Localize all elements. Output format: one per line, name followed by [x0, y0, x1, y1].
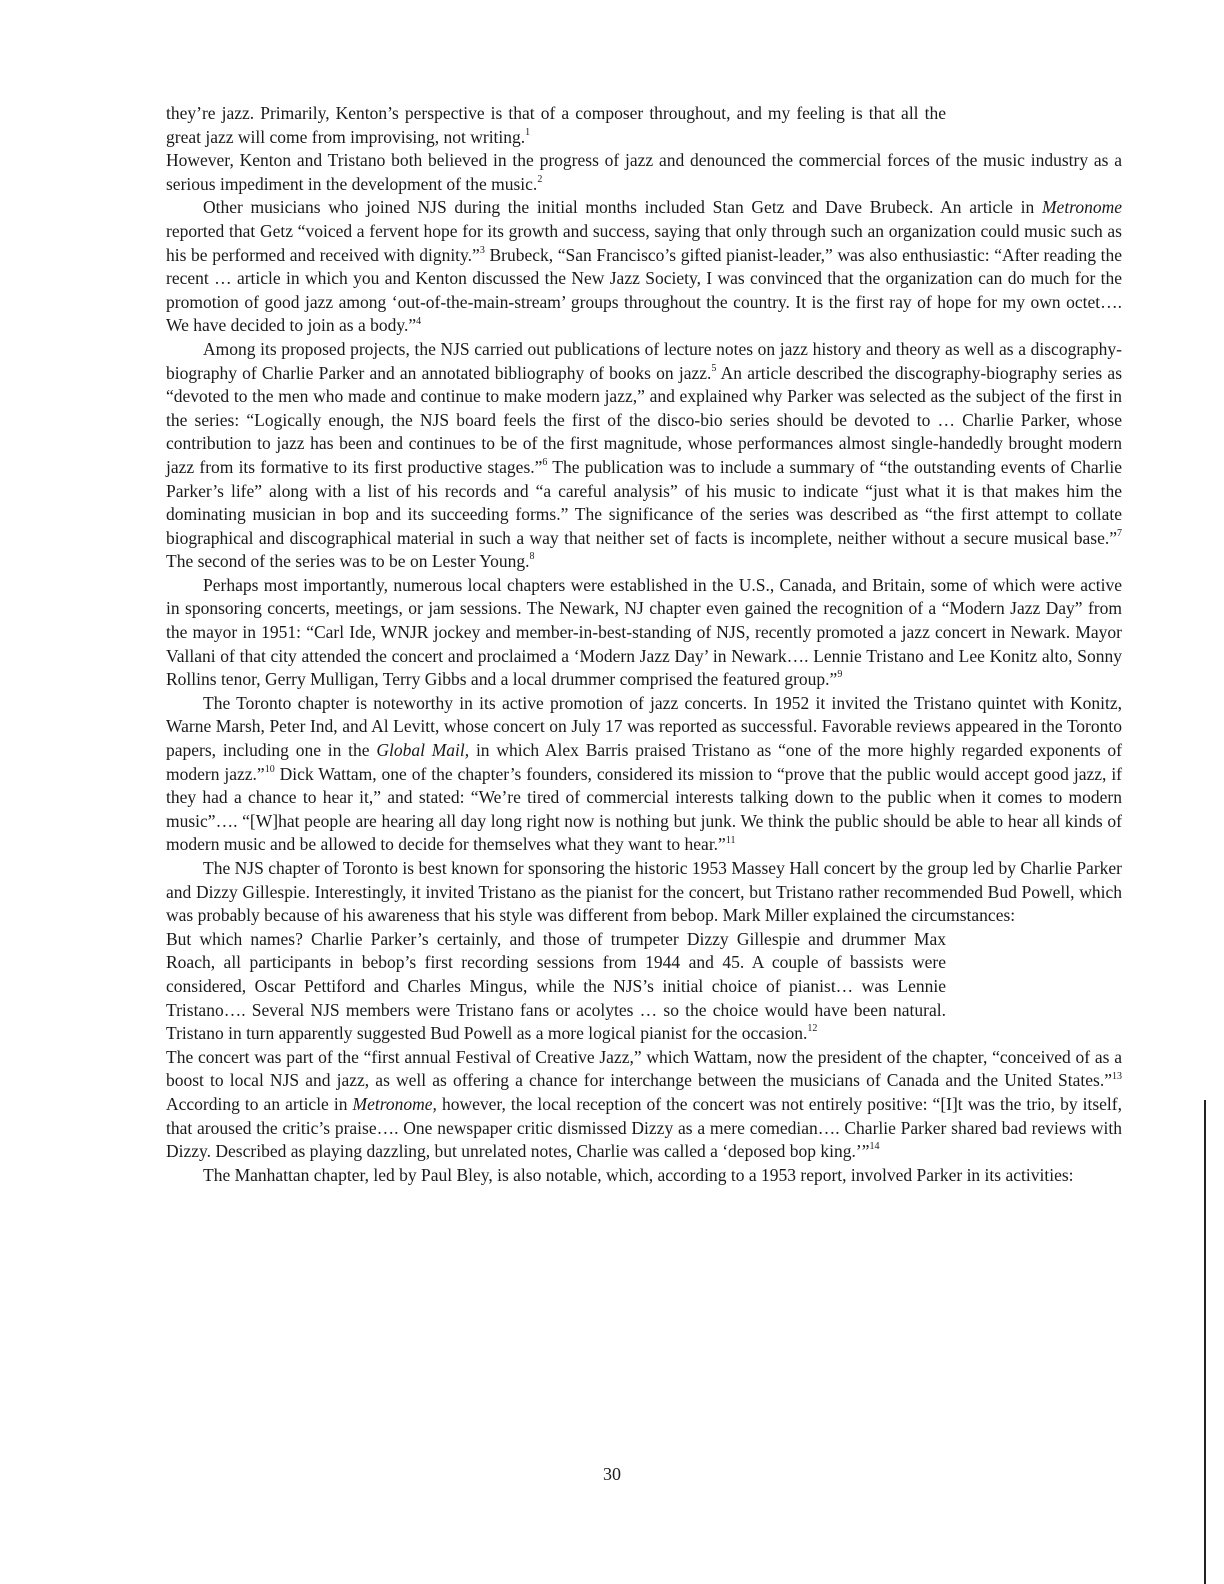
italic-title: Metronome	[1041, 197, 1122, 218]
footnote-ref: 7	[1117, 527, 1122, 539]
footnote-ref: 1	[525, 126, 531, 138]
paragraph-text: in which Alex Barris praised Tristano as “one of the more highly regarded exponents of modern jazz.”	[166, 740, 1122, 784]
document-body	[166, 102, 1122, 1187]
paragraph-text: Perhaps most importantly, numerous local chapters were established in the U.S., Canada, and Britain, some of which were active in sponsoring concerts, meetings, or jam sessions. The Newark, NJ chapter even gained the recognition of a “Modern Jazz Day” from the mayor in 1951: “Carl Ide, WNJR jockey and member-in-best-standing of NJS, recently promoted a jazz concert in Newark. Mayor Vallani of that city attended the concert and proclaimed a ‘Modern Jazz Day’ in Newark…. Lennie Tristano and Lee Konitz alto, Sonny Rollins tenor, Gerry Mulligan, Terry Gibbs and a local drummer comprised the featured group.”	[166, 574, 1122, 690]
footnote-ref: 11	[725, 834, 736, 846]
footnote-ref: 6	[542, 457, 548, 469]
paragraph-text: reported that Getz “voiced a fervent hope for its growth and success, saying that only through such an organization could music such as his be performed and received with dignity.”	[166, 220, 1122, 265]
page-edge-line	[1204, 1100, 1206, 1584]
paragraph-text: The Toronto chapter is noteworthy in its active promotion of jazz concerts. In 1952 it invited the Tristano quintet with Konitz, Warne Marsh, Peter Ind, and Al Levitt, whose concert on July 17 was reported as successful. Favorable reviews appeared in the Toronto papers, including one in the	[166, 692, 1122, 761]
footnote-ref: 4	[416, 315, 422, 327]
paragraph-text: According to an article in	[166, 1093, 353, 1114]
footnote-ref: 9	[837, 669, 843, 681]
paragraph-text: The NJS chapter of Toronto is best known for sponsoring the historic 1953 Massey Hall concert by the group led by Charlie Parker and Dizzy Gillespie. Interestingly, it invited Tristano as the pianist for the concert, but Tristano rather recommended Bud Powell, which was probably because of his awareness that his style was different from bebop. Mark Miller explained the circumstances:	[166, 858, 1122, 926]
quote-text: they’re jazz. Primarily, Kenton’s perspective is that of a composer throughout, and my feeling is that all the great jazz will come from improvising, not writing.	[166, 103, 946, 147]
footnote-ref: 8	[529, 551, 535, 563]
block-quote	[166, 928, 946, 1046]
paragraph-text: However, Kenton and Tristano both believed in the progress of jazz and denounced the commercial forces of the music industry as a serious impediment in the development of the music.	[166, 150, 1122, 194]
paragraph-text: The second of the series was to be on Lester Young.	[166, 551, 530, 572]
footnote-ref: 10	[264, 763, 275, 775]
paragraph-text: The publication was to include a summary of “the outstanding events of Charlie Parker’s life” along with a list of his records and “a careful analysis” of his music to indicate “just what it is that makes him the dominating musician in bop and its succeeding forms.” The significance of the series was described as “the first attempt to collate biographical and discographical material in such a way that neither set of facts is incomplete, neither without a secure musical base.”	[166, 456, 1122, 548]
paragraph	[166, 1046, 1122, 1164]
footnote-ref: 12	[807, 1023, 818, 1035]
italic-title: Global Mail,	[376, 740, 470, 761]
block-quote-top	[166, 102, 946, 149]
footnote-ref: 2	[537, 173, 543, 185]
paragraph	[166, 1164, 1122, 1188]
paragraph-text: however, the local reception of the concert was not entirely positive: “[I]t was the trio, by itself, that aroused the critic’s praise…. One newspaper critic dismissed Dizzy as a mere comedian…. Charlie Parker shared bad reviews with Dizzy. Described as playing dazzling, but unrelated notes, Charlie was called a ‘deposed bop king.’”	[166, 1093, 1122, 1162]
footnote-ref: 14	[869, 1141, 880, 1153]
footnote-ref: 13	[1112, 1070, 1122, 1082]
paragraph	[166, 149, 1122, 196]
paragraph-text: The Manhattan chapter, led by Paul Bley, is also notable, which, according to a 1953 report, involved Parker in its activities:	[203, 1164, 1074, 1185]
paragraph	[166, 196, 1122, 338]
paragraph-text: The concert was part of the “first annual Festival of Creative Jazz,” which Wattam, now the president of the chapter, “conceived of as a boost to local NJS and jazz, as well as offering a chance for interchange between the musicians of Canada and the United States.”	[166, 1046, 1122, 1091]
paragraph	[166, 692, 1122, 857]
footnote-ref: 5	[711, 362, 717, 374]
paragraph-text: An article described the discography-biography series as “devoted to the men who made and continue to make modern jazz,” and explained why Parker was selected as the subject of the first in the series: “Logically enough, the NJS board feels the first of the disco-bio series should be devoted to … Charlie Parker, whose contribution to jazz has been and continues to be of the first magnitude, whose performances almost single-handedly brought modern jazz from its formative to its first productive stages.”	[166, 362, 1122, 477]
paragraph-text: Dick Wattam, one of the chapter’s founders, considered its mission to “prove that the public would accept good jazz, if they had a chance to hear it,” and stated: “We’re tired of commercial interests talking down to the public when it comes to modern music”…. “[W]hat people are hearing all day long right now is nothing but junk. We think the public should be able to hear all kinds of modern music and be allowed to decide for themselves what they want to hear.”	[166, 763, 1123, 855]
paragraph-text: Other musicians who joined NJS during the initial months included Stan Getz and Dave Brubeck. An article in	[203, 197, 1042, 218]
italic-title: Metronome,	[352, 1093, 437, 1114]
paragraph	[166, 338, 1122, 574]
paragraph-text: Brubeck, “San Francisco’s gifted pianist-leader,” was also enthusiastic: “After reading the recent … article in which you and Kenton discussed the New Jazz Society, I was convinced that the organization can do much for the promotion of good jazz among ‘out-of-the-main-stream’ groups throughout the country. It is the first ray of hope for my own octet…. We have decided to join as a body.”	[166, 244, 1122, 336]
paragraph	[166, 857, 1122, 928]
quote-text: But which names? Charlie Parker’s certainly, and those of trumpeter Dizzy Gillespie and drummer Max Roach, all participants in bebop’s first recording sessions from 1944 and 45. A couple of bassists were considered, Oscar Pettiford and Charles Mingus, while the NJS’s initial choice of pianist… was Lennie Tristano…. Several NJS members were Tristano fans or acolytes … so the choice would have been natural. Tristano in turn apparently suggested Bud Powell as a more logical pianist for the occasion.	[166, 928, 946, 1044]
page-number: 30	[603, 1464, 621, 1484]
footnote-ref: 3	[479, 244, 485, 256]
paragraph	[166, 574, 1122, 692]
paragraph-text: Among its proposed projects, the NJS carried out publications of lecture notes on jazz history and theory as well as a discography-biography of Charlie Parker and an annotated bibliography of books on jazz.	[166, 338, 1122, 383]
